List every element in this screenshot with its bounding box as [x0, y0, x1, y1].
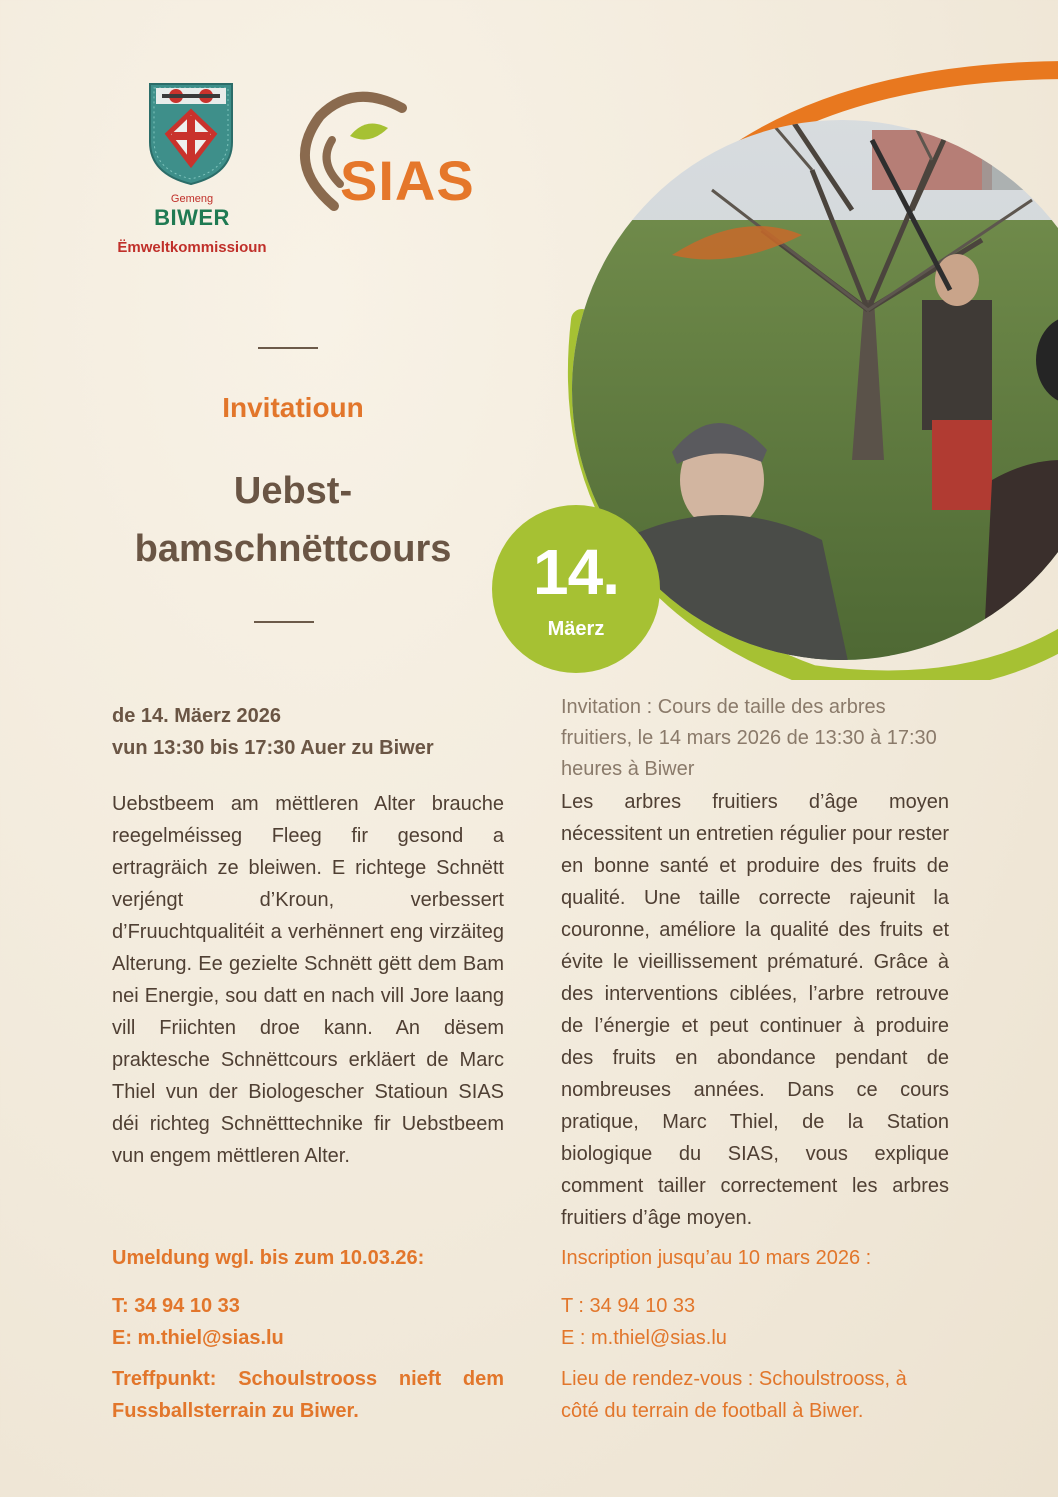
description-lb: Uebstbeem am mëttleren Alter brauche reegelméisseg Fleeg fir gesond a ertragräich ze bleiwen. E richtege Schnëtt verjéngt d’Kroun, verbessert d’Fruuchtqualitéit a verhënnert eng virzäiteg Alterung. Ee gezielte Schnëtt gëtt dem Bam nei Energie, sou datt en nach vill Jore laang vill Friichten droe kann. An dësem praktesche Schnëttcours erkläert de Marc Thiel vun der Biologescher Statioun SIAS déi richteg Schnëtttechnike fir Uebstbeem vun engem mëttleren Alter.	[112, 793, 504, 1167]
top-rule	[258, 347, 318, 349]
biwer-label: BIWER	[154, 205, 230, 230]
intro-fr: Invitation : Cours de taille des arbres fruitiers, le 14 mars 2026 de 13:30 à 17:30 heures à Biwer	[561, 696, 937, 780]
badge-month: Mäerz	[547, 618, 605, 640]
tel-lb[interactable]: T: 34 94 10 33	[112, 1295, 240, 1317]
meeting-point-fr: Lieu de rendez-vous : Schoulstrooss, à côté du terrain de football à Biwer.	[561, 1368, 907, 1422]
tel-fr[interactable]: T : 34 94 10 33	[561, 1295, 696, 1317]
registration-fr: Inscription jusqu’au 10 mars 2026 :	[561, 1247, 872, 1269]
badge-day: 14.	[533, 536, 619, 608]
date-badge	[492, 505, 660, 673]
biwer-crest-logo	[148, 82, 234, 186]
date-line-2: vun 13:30 bis 17:30 Auer zu Biwer	[112, 737, 434, 759]
contact-lb	[112, 1290, 504, 1354]
title-line-1: Uebst-	[233, 470, 353, 512]
email-fr[interactable]: E : m.thiel@sias.lu	[561, 1327, 727, 1349]
meeting-point-lb: Treffpunkt: Schoulstrooss nieft dem Fussballsterrain zu Biwer.	[112, 1368, 504, 1422]
kommissioun-label: Ëmweltkommissioun	[117, 239, 267, 256]
date-line-1: de 14. Mäerz 2026	[112, 705, 281, 727]
invitation-heading: Invitatioun	[222, 392, 364, 423]
event-title	[100, 462, 486, 578]
contact-fr	[561, 1290, 949, 1354]
email-lb[interactable]: E: m.thiel@sias.lu	[112, 1327, 284, 1349]
sias-wordmark: SIAS	[340, 149, 475, 212]
registration-lb: Umeldung wgl. bis zum 10.03.26:	[112, 1247, 425, 1269]
title-line-2: bamschnëttcours	[134, 528, 452, 570]
event-date-lb	[112, 700, 504, 764]
description-fr: Les arbres fruitiers d’âge moyen nécessitent un entretien régulier pour rester en bonne santé et produire des fruits de qualité. Une taille correcte rajeunit la couronne, améliore la qualité des fruits et évite le vieillissement prématuré. Grâce à des interventions ciblées, l’arbre retrouve de l’énergie et peut continuer à produire des fruits en abondance pendant de nombreuses années. Dans ce cours pratique, Marc Thiel, de la Station biologique du SIAS, vous explique comment tailler correctement les arbres fruitiers d’âge moyen.	[561, 791, 949, 1229]
bottom-rule	[254, 621, 314, 623]
gemeng-label: Gemeng	[170, 193, 214, 205]
